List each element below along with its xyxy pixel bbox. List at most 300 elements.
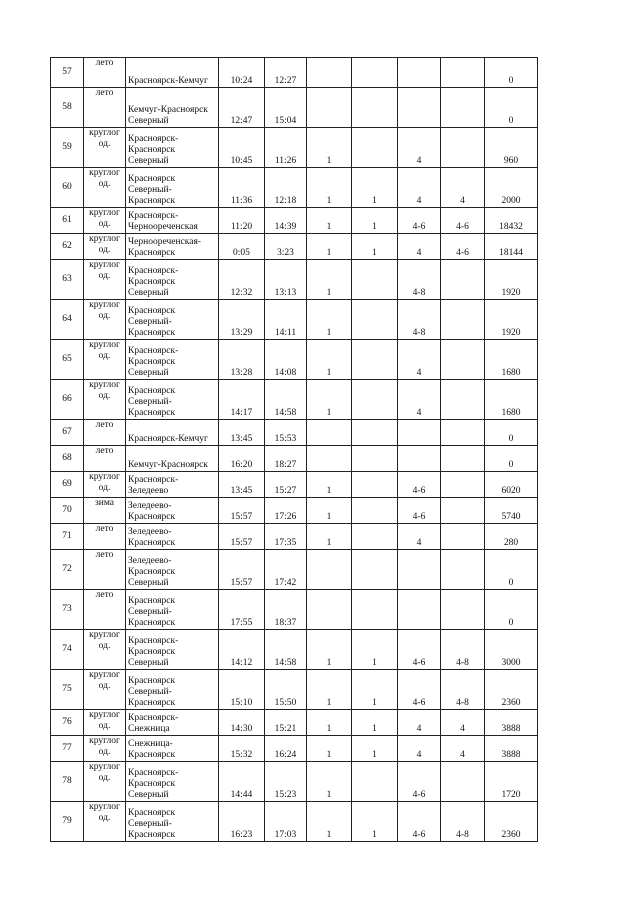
table-row <box>51 128 538 168</box>
arrival-cell: 17:42 <box>265 550 307 590</box>
table-row <box>51 260 538 300</box>
season-cell-line: круглог <box>89 128 120 138</box>
route-cell-line: Красноярск-Кемчуг <box>128 434 208 444</box>
range-cell-2 <box>441 380 485 420</box>
range-cell-2: 4-8 <box>441 630 485 670</box>
route-cell-line: Красноярск <box>128 306 176 316</box>
count-cell-1: 1 <box>307 208 352 234</box>
season-cell-line: од. <box>98 641 111 651</box>
route-cell-line: Красноярск- <box>128 768 179 778</box>
range-cell-2 <box>441 590 485 630</box>
season-cell-line: круглог <box>89 710 120 720</box>
arrival-cell: 14:08 <box>265 340 307 380</box>
row-number: 64 <box>51 300 84 340</box>
route-cell-line: Красноярск <box>128 328 176 338</box>
count-cell-2 <box>352 524 398 550</box>
departure-cell: 13:29 <box>219 300 265 340</box>
route-cell <box>126 168 219 208</box>
route-cell-line: Северный <box>128 156 169 166</box>
schedule-table <box>50 57 538 842</box>
row-number: 74 <box>51 630 84 670</box>
count-cell-2 <box>352 472 398 498</box>
departure-cell: 15:32 <box>219 736 265 762</box>
route-cell <box>126 208 219 234</box>
range-cell-1: 4-6 <box>398 802 441 842</box>
route-cell-line: Красноярск <box>128 830 176 840</box>
range-cell-1: 4-6 <box>398 630 441 670</box>
table-row <box>51 380 538 420</box>
schedule-body <box>51 58 538 842</box>
departure-cell: 15:10 <box>219 670 265 710</box>
season-cell-line: круглог <box>89 260 120 270</box>
total-cell: 1920 <box>485 260 538 300</box>
route-cell-line: Красноярск- <box>128 713 179 723</box>
season-cell <box>84 736 126 762</box>
count-cell-1 <box>307 420 352 446</box>
count-cell-1: 1 <box>307 128 352 168</box>
arrival-cell: 14:39 <box>265 208 307 234</box>
range-cell-2 <box>441 446 485 472</box>
route-cell-line: Красноярск <box>128 750 176 760</box>
range-cell-1: 4-6 <box>398 472 441 498</box>
departure-cell: 10:24 <box>219 58 265 88</box>
season-cell-line: лето <box>95 550 114 560</box>
range-cell-2 <box>441 300 485 340</box>
row-number: 78 <box>51 762 84 802</box>
count-cell-2 <box>352 380 398 420</box>
range-cell-1 <box>398 446 441 472</box>
season-cell-line: круглог <box>89 762 120 772</box>
route-cell-line: Кемчуг-Красноярск <box>128 460 208 470</box>
count-cell-2 <box>352 590 398 630</box>
table-row <box>51 168 538 208</box>
total-cell: 1680 <box>485 380 538 420</box>
total-cell: 5740 <box>485 498 538 524</box>
route-cell-line: Красноярск- <box>128 134 179 144</box>
row-number: 63 <box>51 260 84 300</box>
count-cell-2 <box>352 550 398 590</box>
route-cell <box>126 300 219 340</box>
table-row <box>51 498 538 524</box>
route-cell-line: Красноярск <box>128 567 176 577</box>
season-cell <box>84 762 126 802</box>
departure-cell: 14:17 <box>219 380 265 420</box>
season-cell-line: од. <box>98 311 111 321</box>
count-cell-2 <box>352 58 398 88</box>
season-cell <box>84 630 126 670</box>
season-cell-line: од. <box>98 351 111 361</box>
table-row <box>51 88 538 128</box>
season-cell-line: од. <box>98 271 111 281</box>
range-cell-1: 4 <box>398 128 441 168</box>
route-cell-line: Красноярск <box>128 779 176 789</box>
season-cell <box>84 168 126 208</box>
route-cell-line: Красноярск <box>128 698 176 708</box>
route-cell <box>126 550 219 590</box>
season-cell-line: лето <box>95 446 114 456</box>
route-cell-line: Зеледеево- <box>128 556 172 566</box>
route-cell-line: Красноярск <box>128 618 176 628</box>
row-number: 58 <box>51 88 84 128</box>
count-cell-2: 1 <box>352 736 398 762</box>
table-row <box>51 550 538 590</box>
total-cell: 960 <box>485 128 538 168</box>
range-cell-1 <box>398 590 441 630</box>
season-cell-line: од. <box>98 681 111 691</box>
route-cell <box>126 380 219 420</box>
route-cell <box>126 340 219 380</box>
season-cell-line: од. <box>98 747 111 757</box>
route-cell-line: Северный <box>128 116 169 126</box>
season-cell <box>84 340 126 380</box>
count-cell-2: 1 <box>352 710 398 736</box>
count-cell-1: 1 <box>307 340 352 380</box>
count-cell-2 <box>352 88 398 128</box>
route-cell <box>126 420 219 446</box>
season-cell <box>84 380 126 420</box>
arrival-cell: 11:26 <box>265 128 307 168</box>
row-number: 75 <box>51 670 84 710</box>
range-cell-1: 4-8 <box>398 300 441 340</box>
route-cell-line: Зеледеево- <box>128 527 172 537</box>
row-number: 68 <box>51 446 84 472</box>
departure-cell: 12:47 <box>219 88 265 128</box>
arrival-cell: 14:11 <box>265 300 307 340</box>
row-number: 71 <box>51 524 84 550</box>
table-row <box>51 208 538 234</box>
row-number: 61 <box>51 208 84 234</box>
season-cell-line: круглог <box>89 736 120 746</box>
season-cell <box>84 128 126 168</box>
season-cell <box>84 260 126 300</box>
route-cell-line: Северный <box>128 658 169 668</box>
route-cell <box>126 524 219 550</box>
count-cell-1: 1 <box>307 762 352 802</box>
arrival-cell: 13:13 <box>265 260 307 300</box>
route-cell <box>126 630 219 670</box>
season-cell-line: од. <box>98 245 111 255</box>
season-cell <box>84 208 126 234</box>
range-cell-2: 4 <box>441 736 485 762</box>
arrival-cell: 18:37 <box>265 590 307 630</box>
range-cell-1: 4-8 <box>398 260 441 300</box>
count-cell-2 <box>352 420 398 446</box>
route-cell-line: Красноярск- <box>128 346 179 356</box>
route-cell-line: Красноярск <box>128 277 176 287</box>
total-cell: 3888 <box>485 736 538 762</box>
range-cell-1 <box>398 550 441 590</box>
route-cell-line: Северный- <box>128 607 172 617</box>
season-cell <box>84 550 126 590</box>
count-cell-1 <box>307 590 352 630</box>
row-number: 57 <box>51 58 84 88</box>
range-cell-2 <box>441 88 485 128</box>
route-cell-line: Северный- <box>128 397 172 407</box>
arrival-cell: 14:58 <box>265 380 307 420</box>
route-cell-line: Черноореченская <box>128 222 198 232</box>
arrival-cell: 12:18 <box>265 168 307 208</box>
season-cell-line: круглог <box>89 340 120 350</box>
total-cell: 280 <box>485 524 538 550</box>
season-cell-line: лето <box>95 58 114 68</box>
count-cell-1: 1 <box>307 168 352 208</box>
season-cell <box>84 590 126 630</box>
departure-cell: 15:57 <box>219 524 265 550</box>
route-cell <box>126 88 219 128</box>
count-cell-1 <box>307 58 352 88</box>
route-cell <box>126 670 219 710</box>
arrival-cell: 17:03 <box>265 802 307 842</box>
range-cell-2 <box>441 472 485 498</box>
row-number: 59 <box>51 128 84 168</box>
arrival-cell: 15:23 <box>265 762 307 802</box>
departure-cell: 11:36 <box>219 168 265 208</box>
range-cell-1: 4-6 <box>398 208 441 234</box>
total-cell: 2360 <box>485 670 538 710</box>
range-cell-2: 4-8 <box>441 802 485 842</box>
departure-cell: 13:28 <box>219 340 265 380</box>
route-cell <box>126 802 219 842</box>
route-cell-line: Северный <box>128 790 169 800</box>
departure-cell: 15:57 <box>219 550 265 590</box>
range-cell-1: 4 <box>398 234 441 260</box>
range-cell-2: 4 <box>441 168 485 208</box>
total-cell: 0 <box>485 58 538 88</box>
season-cell-line: од. <box>98 721 111 731</box>
route-cell <box>126 446 219 472</box>
departure-cell: 10:45 <box>219 128 265 168</box>
total-cell: 3888 <box>485 710 538 736</box>
total-cell: 3000 <box>485 630 538 670</box>
route-cell <box>126 498 219 524</box>
route-cell-line: Северный- <box>128 317 172 327</box>
range-cell-1: 4-6 <box>398 498 441 524</box>
season-cell-line: од. <box>98 179 111 189</box>
route-cell-line: Северный- <box>128 185 172 195</box>
season-cell <box>84 234 126 260</box>
arrival-cell: 18:27 <box>265 446 307 472</box>
table-row <box>51 340 538 380</box>
count-cell-1: 1 <box>307 380 352 420</box>
row-number: 76 <box>51 710 84 736</box>
count-cell-1: 1 <box>307 234 352 260</box>
count-cell-2 <box>352 446 398 472</box>
route-cell-line: Красноярск <box>128 408 176 418</box>
count-cell-2: 1 <box>352 670 398 710</box>
total-cell: 18144 <box>485 234 538 260</box>
route-cell-line: Красноярск <box>128 676 176 686</box>
table-row <box>51 300 538 340</box>
range-cell-1: 4 <box>398 380 441 420</box>
count-cell-2 <box>352 498 398 524</box>
table-row <box>51 802 538 842</box>
season-cell-line: лето <box>95 88 114 98</box>
route-cell-line: Северный- <box>128 819 172 829</box>
season-cell-line: лето <box>95 420 114 430</box>
table-row <box>51 762 538 802</box>
route-cell-line: Красноярск <box>128 145 176 155</box>
season-cell <box>84 670 126 710</box>
range-cell-1: 4 <box>398 168 441 208</box>
row-number: 67 <box>51 420 84 446</box>
season-cell-line: круглог <box>89 208 120 218</box>
season-cell <box>84 58 126 88</box>
row-number: 79 <box>51 802 84 842</box>
table-row <box>51 710 538 736</box>
range-cell-1: 4 <box>398 340 441 380</box>
row-number: 73 <box>51 590 84 630</box>
total-cell: 1920 <box>485 300 538 340</box>
range-cell-2 <box>441 340 485 380</box>
count-cell-2: 1 <box>352 630 398 670</box>
route-cell <box>126 762 219 802</box>
range-cell-2 <box>441 128 485 168</box>
range-cell-1 <box>398 58 441 88</box>
route-cell-line: Красноярск <box>128 596 176 606</box>
season-cell-line: круглог <box>89 300 120 310</box>
row-number: 65 <box>51 340 84 380</box>
arrival-cell: 15:53 <box>265 420 307 446</box>
route-cell-line: Красноярск <box>128 512 176 522</box>
range-cell-2 <box>441 260 485 300</box>
season-cell <box>84 524 126 550</box>
arrival-cell: 15:50 <box>265 670 307 710</box>
departure-cell: 0:05 <box>219 234 265 260</box>
count-cell-2: 1 <box>352 802 398 842</box>
season-cell-line: круглог <box>89 802 120 812</box>
route-cell-line: Красноярск- <box>128 211 179 221</box>
count-cell-1: 1 <box>307 300 352 340</box>
route-cell-line: Красноярск <box>128 357 176 367</box>
route-cell-line: Красноярск <box>128 248 176 258</box>
season-cell-line: круглог <box>89 472 120 482</box>
route-cell <box>126 710 219 736</box>
season-cell-line: од. <box>98 813 111 823</box>
count-cell-1: 1 <box>307 710 352 736</box>
arrival-cell: 15:27 <box>265 472 307 498</box>
range-cell-2 <box>441 524 485 550</box>
count-cell-2: 1 <box>352 208 398 234</box>
total-cell: 0 <box>485 88 538 128</box>
table-row <box>51 472 538 498</box>
route-cell-line: Северный <box>128 368 169 378</box>
total-cell: 2360 <box>485 802 538 842</box>
route-cell-line: Зеледеево <box>128 486 169 496</box>
departure-cell: 11:20 <box>219 208 265 234</box>
season-cell-line: од. <box>98 391 111 401</box>
season-cell <box>84 498 126 524</box>
count-cell-2: 1 <box>352 168 398 208</box>
arrival-cell: 16:24 <box>265 736 307 762</box>
route-cell <box>126 472 219 498</box>
count-cell-2 <box>352 128 398 168</box>
count-cell-2 <box>352 762 398 802</box>
season-cell <box>84 472 126 498</box>
season-cell-line: зима <box>95 498 114 508</box>
range-cell-2 <box>441 58 485 88</box>
departure-cell: 16:20 <box>219 446 265 472</box>
range-cell-1: 4 <box>398 710 441 736</box>
total-cell: 6020 <box>485 472 538 498</box>
count-cell-1: 1 <box>307 498 352 524</box>
count-cell-1: 1 <box>307 472 352 498</box>
departure-cell: 13:45 <box>219 420 265 446</box>
table-row <box>51 736 538 762</box>
range-cell-1 <box>398 88 441 128</box>
season-cell <box>84 420 126 446</box>
departure-cell: 14:12 <box>219 630 265 670</box>
season-cell-line: лето <box>95 524 114 534</box>
range-cell-1 <box>398 420 441 446</box>
departure-cell: 17:55 <box>219 590 265 630</box>
row-number: 70 <box>51 498 84 524</box>
departure-cell: 13:45 <box>219 472 265 498</box>
table-row <box>51 630 538 670</box>
count-cell-2: 1 <box>352 234 398 260</box>
total-cell: 0 <box>485 446 538 472</box>
season-cell-line: круглог <box>89 168 120 178</box>
count-cell-1: 1 <box>307 736 352 762</box>
arrival-cell: 15:04 <box>265 88 307 128</box>
arrival-cell: 15:21 <box>265 710 307 736</box>
season-cell <box>84 88 126 128</box>
range-cell-2: 4-8 <box>441 670 485 710</box>
departure-cell: 14:44 <box>219 762 265 802</box>
count-cell-1 <box>307 550 352 590</box>
table-row <box>51 590 538 630</box>
count-cell-1 <box>307 446 352 472</box>
route-cell-line: Северный- <box>128 687 172 697</box>
route-cell-line: Кемчуг-Красноярск <box>128 105 208 115</box>
table-row <box>51 670 538 710</box>
season-cell-line: круглог <box>89 380 120 390</box>
route-cell <box>126 736 219 762</box>
route-cell <box>126 234 219 260</box>
season-cell-line: круглог <box>89 630 120 640</box>
count-cell-1: 1 <box>307 630 352 670</box>
range-cell-2: 4 <box>441 710 485 736</box>
route-cell <box>126 58 219 88</box>
route-cell-line: Красноярск <box>128 386 176 396</box>
route-cell-line: Черноореченская- <box>128 237 201 247</box>
total-cell: 0 <box>485 420 538 446</box>
season-cell-line: од. <box>98 483 111 493</box>
season-cell-line: круглог <box>89 670 120 680</box>
table-row <box>51 446 538 472</box>
season-cell-line: од. <box>98 139 111 149</box>
row-number: 72 <box>51 550 84 590</box>
route-cell-line: Снежница <box>128 724 170 734</box>
row-number: 69 <box>51 472 84 498</box>
route-cell-line: Красноярск- <box>128 475 179 485</box>
range-cell-1: 4 <box>398 736 441 762</box>
arrival-cell: 17:35 <box>265 524 307 550</box>
season-cell-line: од. <box>98 773 111 783</box>
count-cell-1: 1 <box>307 260 352 300</box>
departure-cell: 15:57 <box>219 498 265 524</box>
arrival-cell: 14:58 <box>265 630 307 670</box>
range-cell-2 <box>441 420 485 446</box>
count-cell-1: 1 <box>307 802 352 842</box>
row-number: 77 <box>51 736 84 762</box>
arrival-cell: 3:23 <box>265 234 307 260</box>
row-number: 66 <box>51 380 84 420</box>
range-cell-2: 4-6 <box>441 208 485 234</box>
table-row <box>51 234 538 260</box>
season-cell-line: од. <box>98 219 111 229</box>
season-cell <box>84 446 126 472</box>
arrival-cell: 12:27 <box>265 58 307 88</box>
